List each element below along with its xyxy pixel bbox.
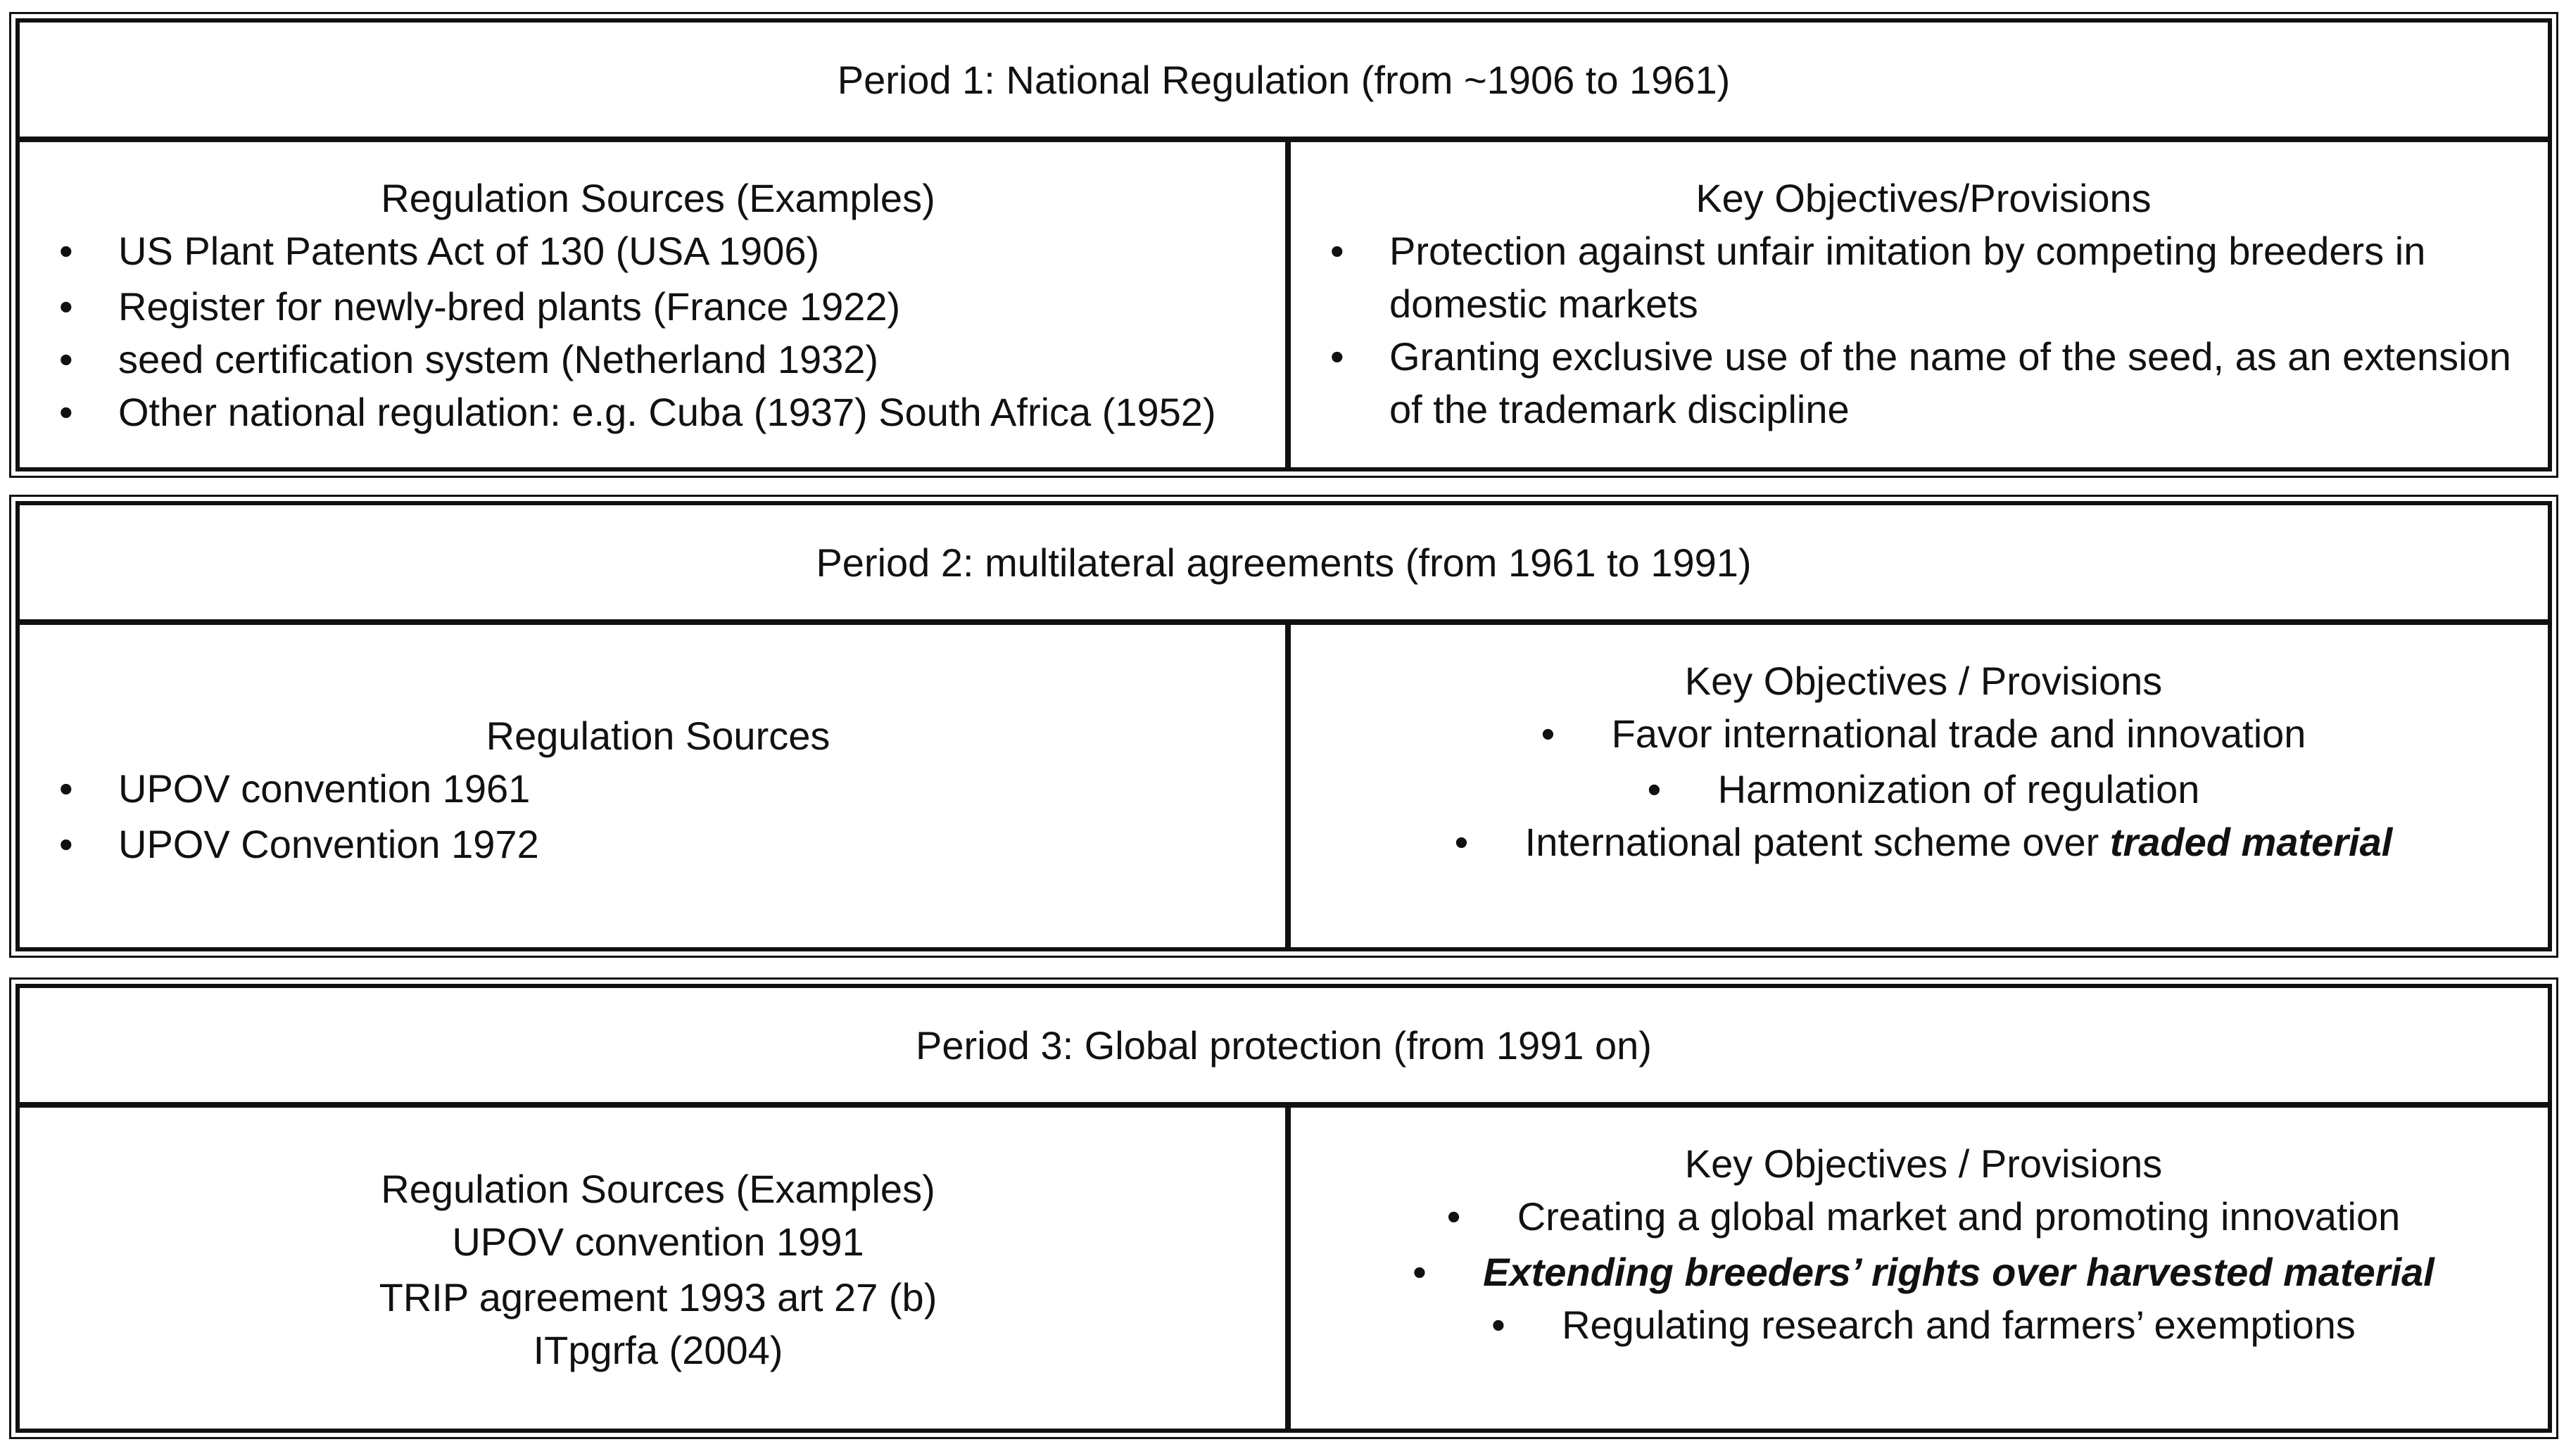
period-2-body [20, 625, 2548, 947]
period-1-sources-title: Regulation Sources (Examples) [381, 176, 935, 220]
list-item [1316, 763, 2531, 816]
list-item [1316, 1246, 2531, 1298]
period-2-sources-title: Regulation Sources [486, 714, 830, 758]
list-item: • US Plant Patents Act of 130 (USA 1906) [45, 224, 1271, 277]
emphasis-text: traded material [2109, 820, 2393, 864]
period-1-regulation-sources [20, 142, 1291, 467]
period-3-objectives-list [1316, 1190, 2531, 1351]
list-item-text: International patent scheme over [1524, 820, 2110, 864]
list-item-text: Creating a global market and promoting innovation [1517, 1194, 2401, 1239]
period-2-objectives-title: Key Objectives / Provisions [1684, 659, 2163, 703]
list-item: • Granting exclusive use of the name of the seed, as an extension of the trademark discipline [1316, 330, 2531, 436]
period-1-key-objectives [1291, 142, 2548, 467]
period-1-body [20, 142, 2548, 467]
period-1-box [15, 18, 2552, 471]
period-3-objectives-title: Key Objectives / Provisions [1684, 1141, 2163, 1186]
period-3-sources-title: Regulation Sources (Examples) [381, 1167, 935, 1211]
source-line: UPOV convention 1991 [452, 1220, 864, 1264]
period-2-sources-list [45, 762, 1271, 871]
list-item: • Other national regulation: e.g. Cuba (1937) South Africa (1952) [45, 386, 1271, 438]
source-line: TRIP agreement 1993 art 27 (b) [379, 1275, 937, 1319]
period-2-box [15, 501, 2552, 951]
period-1-objectives-list [1316, 224, 2531, 436]
list-item [1316, 1190, 2531, 1243]
list-item-text: Regulating research and farmers’ exemptions [1562, 1303, 2356, 1347]
emphasis-text: Extending breeders’ rights over harvested material [1483, 1250, 2434, 1294]
list-item: • UPOV Convention 1972 [45, 818, 1271, 871]
list-item: • Register for newly-bred plants (France 1922) [45, 280, 1271, 333]
period-3-box [15, 984, 2552, 1433]
period-2-objectives-list [1316, 707, 2531, 868]
list-item [1316, 816, 2531, 868]
list-item-text: Favor international trade and innovation [1611, 711, 2306, 756]
period-1-header: Period 1: National Regulation (from ~1906 to 1961) [20, 23, 2548, 142]
list-item: • seed certification system (Netherland 1932) [45, 333, 1271, 386]
period-3-header: Period 3: Global protection (from 1991 on) [20, 988, 2548, 1108]
list-item: • Protection against unfair imitation by competing breeders in domestic markets [1316, 224, 2531, 330]
list-item: • UPOV convention 1961 [45, 762, 1271, 815]
list-item [1316, 707, 2531, 760]
period-3-sources-block [45, 1163, 1271, 1376]
source-line: ITpgrfa (2004) [533, 1328, 783, 1372]
period-1-objectives-title: Key Objectives/Provisions [1695, 176, 2152, 220]
period-3-body [20, 1108, 2548, 1429]
period-1-sources-list [45, 224, 1271, 438]
list-item [1316, 1298, 2531, 1351]
period-2-key-objectives [1291, 625, 2548, 947]
period-3-regulation-sources [20, 1108, 1291, 1429]
period-2-header: Period 2: multilateral agreements (from 1961 to 1991) [20, 505, 2548, 625]
period-3-key-objectives [1291, 1108, 2548, 1429]
period-2-regulation-sources [20, 625, 1291, 947]
list-item-text: Harmonization of regulation [1717, 767, 2200, 811]
